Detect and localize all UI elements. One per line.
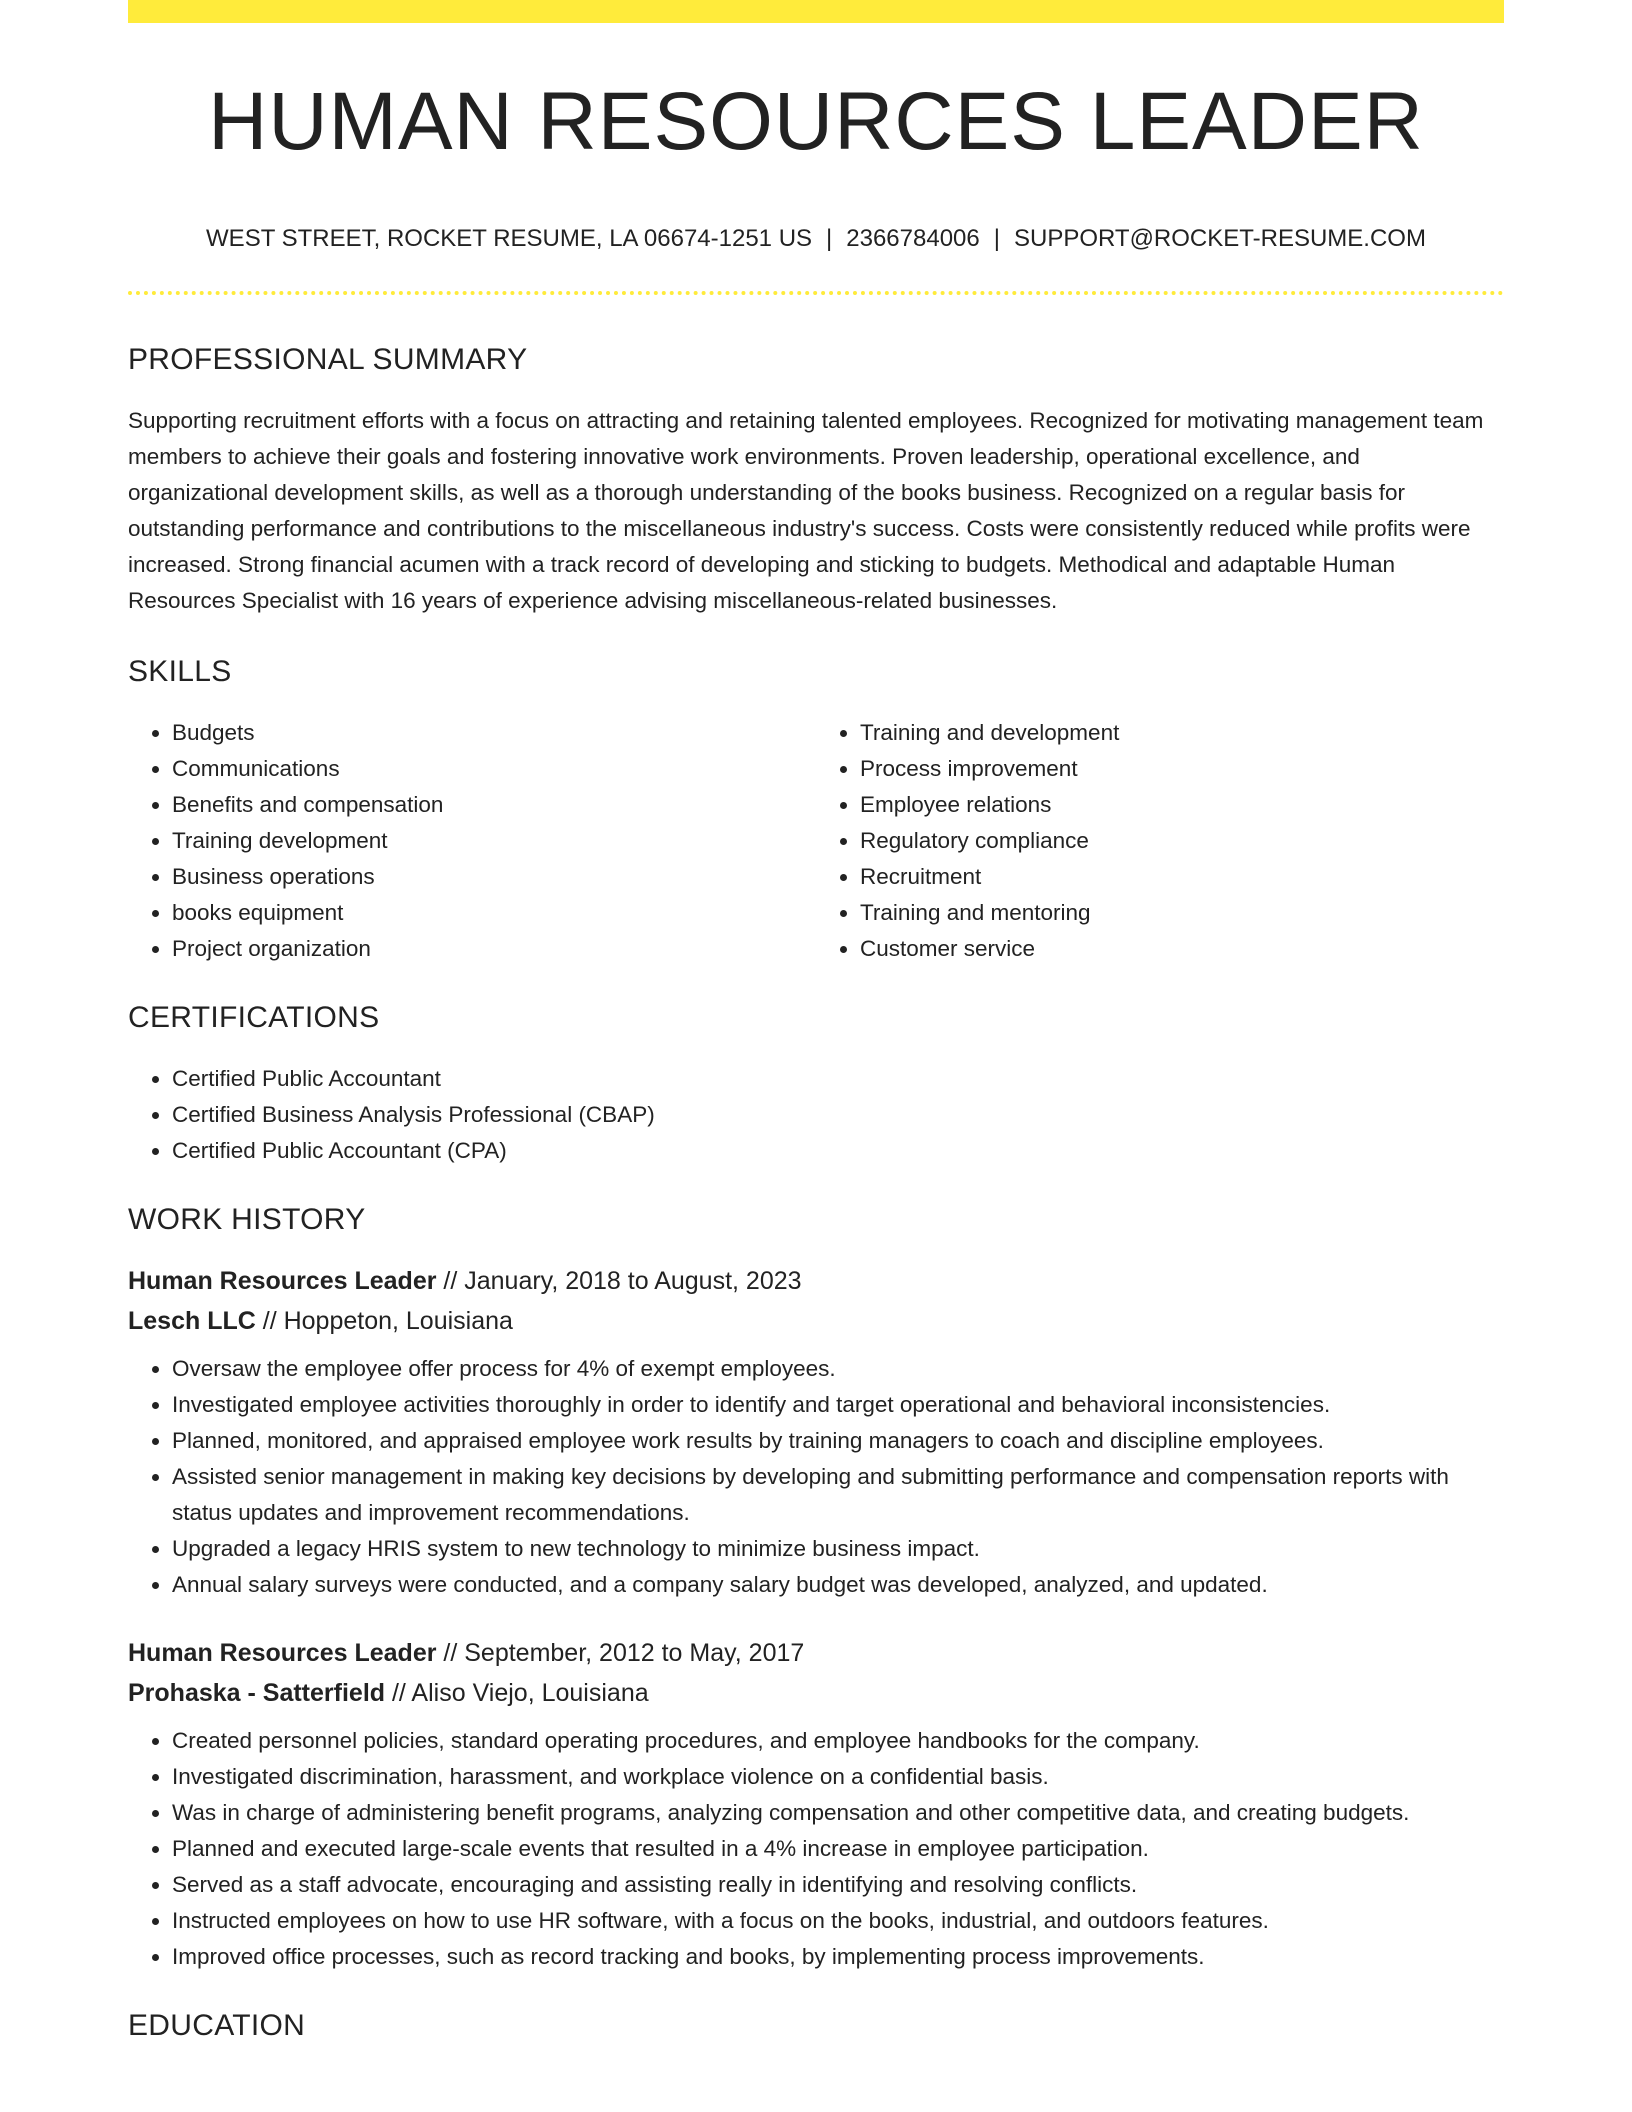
summary-text: Supporting recruitment efforts with a focus on attracting and retaining talented employees. Recognized for motivating management team members to achieve their goals and fostering innovative work environments. Proven leadership, operational excellence, and organizational development skills, as well as a thorough understanding of the books business. Recognized on a regular basis for outstanding performance and contributions to the miscellaneous industry's success. Costs were consistently reduced while profits were increased. Strong financial acumen with a track record of developing and sticking to budgets. Methodical and adaptable Human Resources Specialist with 16 years of experience advising miscellaneous-related businesses. [128, 408, 1484, 613]
resume-page [128, 0, 1504, 2041]
summary-heading: PROFESSIONAL SUMMARY [128, 343, 528, 376]
job-title: Human Resources Leader [128, 1639, 437, 1667]
contact-separator: | [826, 225, 833, 252]
certifications-heading: CERTIFICATIONS [128, 1001, 380, 1034]
job-company: Lesch LLC [128, 1307, 256, 1335]
skill-item: • Training development [172, 823, 816, 859]
certification-item: • Certified Public Accountant [172, 1061, 1504, 1097]
skill-item: • Training and development [860, 715, 1504, 751]
skills-section [128, 657, 1504, 967]
job-location: // Aliso Viejo, Louisiana [385, 1679, 649, 1707]
job-bullet: • Oversaw the employee offer process for 4% of exempt employees. [172, 1351, 1504, 1387]
work-history-section [128, 1205, 1504, 1975]
skill-item: • Recruitment [860, 859, 1504, 895]
certifications-list [128, 1061, 1504, 1169]
certification-item: • Certified Public Accountant (CPA) [172, 1133, 1504, 1169]
job-bullet: • Upgraded a legacy HRIS system to new technology to minimize business impact. [172, 1531, 1504, 1567]
job-bullet: • Assisted senior management in making key decisions by developing and submitting performance and compensation reports with status updates and improvement recommendations. [172, 1459, 1504, 1531]
skills-right-list [816, 715, 1504, 967]
education-section [128, 2011, 1504, 2041]
job-dates: // January, 2018 to August, 2023 [436, 1267, 802, 1295]
contact-phone: 2366784006 [846, 225, 980, 252]
job-company-line [128, 1673, 1504, 1713]
job-bullet: • Improved office processes, such as record tracking and books, by implementing process improvements. [172, 1939, 1504, 1975]
job-bullets [128, 1723, 1504, 1975]
skill-item: • books equipment [172, 895, 816, 931]
skill-item: • Communications [172, 751, 816, 787]
certifications-section [128, 1003, 1504, 1169]
job-title: Human Resources Leader [128, 1267, 437, 1295]
job-bullet: • Instructed employees on how to use HR software, with a focus on the books, industrial, and outdoors features. [172, 1903, 1504, 1939]
job-location: // Hoppeton, Louisiana [255, 1307, 513, 1335]
work-history-heading: WORK HISTORY [128, 1203, 366, 1236]
contact-address: WEST STREET, ROCKET RESUME, LA 06674-1251 US [206, 225, 813, 252]
contact-email: SUPPORT@ROCKET-RESUME.COM [1013, 225, 1426, 252]
skill-item: • Customer service [860, 931, 1504, 967]
skills-grid [128, 715, 1504, 967]
job-company: Prohaska - Satterfield [128, 1679, 386, 1707]
job-title-line [128, 1261, 1504, 1301]
job-bullet: • Was in charge of administering benefit programs, analyzing compensation and other competitive data, and creating budgets. [172, 1795, 1504, 1831]
contact-separator: | [993, 225, 1000, 252]
skill-item: • Business operations [172, 859, 816, 895]
job-bullet: • Planned, monitored, and appraised employee work results by training managers to coach and discipline employees. [172, 1423, 1504, 1459]
education-heading: EDUCATION [128, 2009, 306, 2042]
skill-item: • Benefits and compensation [172, 787, 816, 823]
skill-item: • Process improvement [860, 751, 1504, 787]
skills-left-list [128, 715, 816, 967]
candidate-name: HUMAN RESOURCES LEADER [208, 76, 1424, 167]
skill-item: • Project organization [172, 931, 816, 967]
job-dates: // September, 2012 to May, 2017 [436, 1639, 805, 1667]
job-entry [128, 1261, 1504, 1603]
skill-item: • Budgets [172, 715, 816, 751]
skill-item: • Regulatory compliance [860, 823, 1504, 859]
skill-item: • Training and mentoring [860, 895, 1504, 931]
job-title-line [128, 1633, 1504, 1673]
skills-heading: SKILLS [128, 655, 232, 688]
header-divider [128, 291, 1504, 295]
summary-section [128, 345, 1504, 619]
top-accent-bar [128, 0, 1504, 23]
skill-item: • Employee relations [860, 787, 1504, 823]
job-bullet: • Investigated employee activities thoroughly in order to identify and target operational and behavioral inconsistencies. [172, 1387, 1504, 1423]
job-company-line [128, 1301, 1504, 1341]
contact-line [128, 227, 1504, 251]
job-bullet: • Created personnel policies, standard operating procedures, and employee handbooks for the company. [172, 1723, 1504, 1759]
job-bullets [128, 1351, 1504, 1603]
job-bullet: • Served as a staff advocate, encouraging and assisting really in identifying and resolving conflicts. [172, 1867, 1504, 1903]
job-bullet: • Planned and executed large-scale events that resulted in a 4% increase in employee participation. [172, 1831, 1504, 1867]
job-entry [128, 1633, 1504, 1975]
certification-item: • Certified Business Analysis Professional (CBAP) [172, 1097, 1504, 1133]
job-bullet: • Investigated discrimination, harassment, and workplace violence on a confidential basis. [172, 1759, 1504, 1795]
job-bullet: • Annual salary surveys were conducted, and a company salary budget was developed, analyzed, and updated. [172, 1567, 1504, 1603]
